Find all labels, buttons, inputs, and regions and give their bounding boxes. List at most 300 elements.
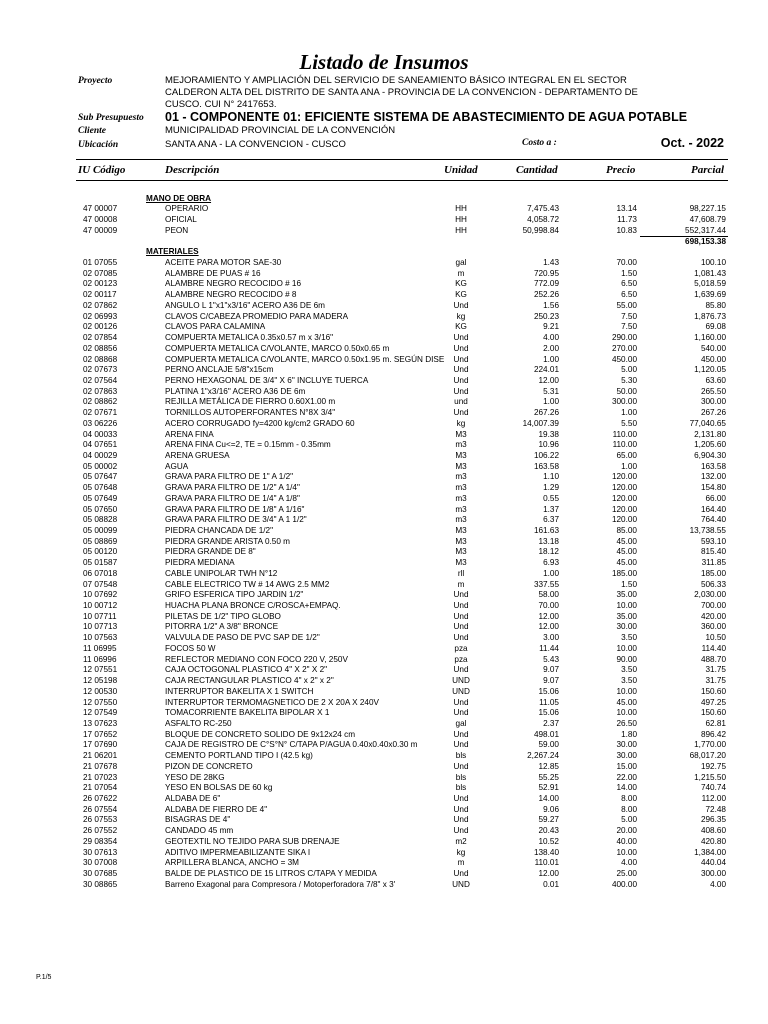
item-price: 120.00 — [611, 472, 637, 482]
item-code: 02 07862 — [83, 300, 118, 310]
table-row — [0, 440, 768, 451]
item-quantity: 12.00 — [538, 375, 559, 385]
table-row — [0, 622, 768, 633]
item-partial: 1,384.00 — [694, 847, 726, 857]
item-price: 85.00 — [616, 526, 637, 535]
item-description: ARENA FINA Cu<=2, TE = 0.15mm - 0.35mm — [165, 440, 331, 450]
item-price: 3.50 — [621, 665, 637, 675]
table-row — [0, 590, 768, 601]
item-price: 90.00 — [616, 654, 637, 664]
item-quantity: 12.00 — [538, 869, 559, 878]
item-unit: m — [457, 268, 465, 278]
item-partial: 72.48 — [705, 804, 726, 814]
item-code: 02 00117 — [83, 290, 117, 300]
item-code: 47 00007 — [83, 204, 118, 214]
table-row — [0, 815, 768, 826]
table-row — [0, 708, 768, 719]
item-code: 21 07023 — [83, 772, 118, 782]
item-unit: kg — [456, 418, 466, 428]
item-unit: bls — [455, 772, 467, 782]
item-partial: 68,017.20 — [689, 751, 726, 761]
item-partial: 1,120.05 — [694, 365, 726, 375]
item-quantity: 10.96 — [538, 440, 559, 450]
item-unit: Und — [453, 740, 469, 750]
item-quantity: 70.00 — [538, 601, 559, 611]
item-price: 10.00 — [616, 601, 637, 611]
item-unit: Und — [453, 729, 469, 739]
item-unit: Und — [453, 590, 469, 600]
item-unit: HH — [455, 204, 467, 214]
item-code: 05 07650 — [83, 504, 118, 514]
item-partial: 1,770.00 — [694, 740, 726, 750]
item-price: 450.00 — [611, 354, 637, 364]
item-partial: 420.00 — [700, 611, 726, 621]
item-description: GEOTEXTIL NO TEJIDO PARA SUB DRENAJE — [165, 836, 340, 846]
item-quantity: 10.52 — [538, 836, 559, 846]
item-description: PIZON DE CONCRETO — [165, 761, 253, 771]
item-description: YESO DE 28KG — [165, 772, 225, 782]
item-description: OFICIAL — [165, 215, 197, 225]
item-partial: 2,131.80 — [694, 429, 726, 439]
item-unit: M3 — [455, 558, 467, 568]
item-partial: 6,904.30 — [694, 450, 726, 460]
table-row — [0, 215, 768, 226]
costo-value: Oct. - 2022 — [660, 136, 724, 150]
item-quantity: 59.00 — [538, 740, 559, 750]
item-quantity: 59.27 — [538, 815, 559, 825]
spacer-row — [0, 183, 768, 194]
item-code: 02 07863 — [83, 386, 118, 396]
item-unit: Und — [453, 601, 469, 611]
item-unit: pza — [454, 643, 468, 653]
item-quantity: 52.91 — [538, 783, 559, 793]
item-price: 5.30 — [621, 375, 637, 385]
item-description: PIEDRA GRANDE DE 8" — [165, 547, 256, 557]
item-description: ALDABA DE FIERRO DE 4" — [165, 804, 268, 814]
item-partial: 2,030.00 — [694, 590, 726, 600]
item-price: 3.50 — [621, 676, 637, 686]
item-quantity: 4,058.72 — [527, 215, 559, 225]
table-row — [0, 858, 768, 869]
item-partial: 5,018.59 — [694, 279, 726, 289]
item-price: 1.50 — [621, 579, 637, 589]
item-description: PIEDRA GRANDE ARISTA 0.50 m — [165, 536, 290, 546]
item-price: 30.00 — [616, 740, 637, 750]
item-unit: M3 — [455, 429, 467, 439]
item-code: 02 07671 — [83, 408, 118, 418]
item-code: 04 07651 — [83, 440, 118, 450]
item-description: PERNO ANCLAJE 5/8"x15cm — [165, 365, 274, 375]
item-quantity: 772.09 — [533, 279, 559, 289]
item-code: 10 07711 — [83, 611, 117, 621]
item-unit: m3 — [455, 483, 467, 493]
table-row — [0, 751, 768, 762]
item-unit: UND — [452, 686, 470, 696]
item-unit: Und — [453, 869, 469, 878]
item-partial: 10.50 — [705, 633, 726, 643]
item-description: CAJA DE REGISTRO DE C°S°N° C/TAPA P/AGUA 0.40x0.40x0.30 m — [165, 740, 418, 750]
item-unit: m3 — [455, 504, 467, 514]
item-description: PITORRA 1/2" A 3/8" BRONCE — [165, 622, 279, 632]
item-code: 07 07548 — [83, 579, 118, 589]
item-quantity: 50,998.84 — [522, 225, 559, 235]
item-description: ARENA GRUESA — [165, 450, 230, 460]
item-unit: Und — [453, 665, 469, 675]
item-description: CEMENTO PORTLAND TIPO I (42.5 kg) — [165, 751, 313, 761]
item-description: GRAVA PARA FILTRO DE 1/2" A 1/4" — [165, 483, 300, 493]
item-unit: Und — [453, 622, 469, 632]
item-unit: M3 — [455, 547, 467, 557]
proyecto-line-3: CUSCO. CUI N° 2417653. — [165, 99, 277, 110]
item-description: PIEDRA CHANCADA DE 1/2" — [165, 526, 274, 535]
table-row — [0, 826, 768, 837]
item-description: ALAMBRE NEGRO RECOCIDO # 8 — [165, 290, 297, 300]
item-price: 120.00 — [611, 515, 637, 525]
subtotal-row — [0, 237, 768, 248]
item-unit: HH — [455, 215, 467, 225]
item-price: 45.00 — [616, 547, 637, 557]
item-partial: 815.40 — [700, 547, 726, 557]
item-unit: KG — [455, 290, 467, 300]
item-quantity: 12.00 — [538, 622, 559, 632]
item-description: TOMACORRIENTE BAKELITA BIPOLAR X 1 — [165, 708, 330, 718]
item-unit: Und — [453, 365, 469, 375]
item-price: 65.00 — [616, 450, 637, 460]
table-row — [0, 408, 768, 419]
item-partial: 497.25 — [700, 697, 726, 707]
item-price: 3.50 — [621, 633, 637, 643]
item-code: 13 07623 — [83, 718, 118, 728]
item-partial: 112.00 — [701, 793, 726, 803]
item-quantity: 106.22 — [533, 450, 559, 460]
column-header-unit: Unidad — [444, 164, 478, 176]
page-number: P.1/5 — [36, 974, 52, 981]
item-price: 45.00 — [616, 558, 637, 568]
item-description: GRIFO ESFERICA TIPO JARDIN 1/2" — [165, 590, 304, 600]
item-quantity: 14.00 — [538, 793, 559, 803]
item-price: 35.00 — [616, 611, 637, 621]
item-price: 45.00 — [616, 697, 637, 707]
item-partial: 31.75 — [705, 665, 726, 675]
subtotal-value: 698,153.38 — [685, 236, 726, 246]
item-price: 7.50 — [621, 311, 637, 321]
item-partial: 450.00 — [700, 354, 726, 364]
item-code: 12 07551 — [83, 665, 118, 675]
item-description: CABLE ELECTRICO TW # 14 AWG 2.5 MM2 — [165, 579, 330, 589]
item-description: PERNO HEXAGONAL DE 3/4" X 6" INCLUYE TUERCA — [165, 375, 369, 385]
item-code: 17 07690 — [83, 740, 118, 750]
item-description: GRAVA PARA FILTRO DE 1/4" A 1/8" — [165, 493, 300, 503]
ubicacion-label: Ubicación — [78, 140, 119, 150]
item-unit: bls — [455, 751, 467, 761]
item-price: 30.00 — [616, 622, 637, 632]
item-description: COMPUERTA METALICA C/VOLANTE, MARCO 0.50x0.65 m — [165, 343, 390, 353]
item-unit: rll — [457, 568, 465, 578]
item-partial: 31.75 — [705, 676, 726, 686]
item-price: 22.00 — [616, 772, 637, 782]
item-partial: 265.50 — [700, 386, 726, 396]
item-code: 03 06226 — [83, 418, 118, 428]
item-code: 10 07713 — [83, 622, 118, 632]
item-partial: 300.00 — [700, 869, 726, 878]
item-quantity: 12.85 — [538, 761, 559, 771]
item-code: 05 07647 — [83, 472, 118, 482]
item-code: 47 00009 — [83, 225, 118, 235]
item-unit: gal — [455, 258, 467, 268]
table-row — [0, 376, 768, 387]
item-code: 26 07554 — [83, 804, 118, 814]
item-quantity: 1.10 — [543, 472, 559, 482]
item-price: 5.50 — [621, 418, 637, 428]
header-rule-bottom — [76, 180, 728, 181]
item-unit: M3 — [455, 450, 467, 460]
item-code: 12 07549 — [83, 708, 118, 718]
item-partial: 98,227.15 — [689, 204, 726, 214]
item-description: YESO EN BOLSAS DE 60 kg — [165, 783, 273, 793]
item-partial: 163.58 — [700, 461, 726, 471]
item-price: 15.00 — [616, 761, 637, 771]
item-description: PIEDRA MEDIANA — [165, 558, 235, 568]
item-code: 12 07550 — [83, 697, 118, 707]
item-quantity: 0.01 — [543, 879, 559, 889]
item-price: 5.00 — [621, 815, 637, 825]
item-unit: kg — [456, 847, 466, 857]
table-row — [0, 601, 768, 612]
item-description: CABLE UNIPOLAR TWH N°12 — [165, 568, 278, 578]
item-quantity: 250.23 — [533, 311, 559, 321]
sub-presupuesto-label: Sub Presupuesto — [78, 113, 144, 123]
item-partial: 1,205.60 — [694, 440, 726, 450]
item-quantity: 163.58 — [533, 461, 559, 471]
item-unit: Und — [453, 408, 469, 418]
item-description: TORNILLOS AUTOPERFORANTES N°8X 3/4" — [165, 408, 336, 418]
item-unit: Und — [453, 300, 469, 310]
item-description: ACERO CORRUGADO fy=4200 kg/cm2 GRADO 60 — [165, 418, 355, 428]
item-partial: 85.80 — [705, 300, 726, 310]
item-partial: 296.35 — [700, 815, 726, 825]
item-unit: M3 — [455, 526, 467, 535]
table-row — [0, 226, 768, 237]
item-price: 10.00 — [616, 847, 637, 857]
item-code: 05 00099 — [83, 526, 118, 535]
table-row — [0, 612, 768, 623]
item-price: 30.00 — [616, 751, 637, 761]
item-price: 13.14 — [616, 204, 637, 214]
item-price: 1.00 — [621, 408, 637, 418]
table-row — [0, 397, 768, 408]
table-row — [0, 290, 768, 301]
table-row — [0, 279, 768, 290]
item-description: GRAVA PARA FILTRO DE 1" A 1/2" — [165, 472, 294, 482]
table-row — [0, 687, 768, 698]
item-price: 5.00 — [621, 365, 637, 375]
item-unit: Und — [453, 761, 469, 771]
item-partial: 13,738.55 — [689, 526, 726, 535]
table-row — [0, 462, 768, 473]
table-row — [0, 569, 768, 580]
item-quantity: 498.01 — [533, 729, 559, 739]
item-quantity: 4.00 — [543, 333, 559, 343]
table-row — [0, 762, 768, 773]
item-quantity: 267.26 — [533, 408, 559, 418]
item-description: Barreno Exagonal para Compresora / Motoperforadora 7/8" x 3' — [165, 879, 396, 889]
costo-label: Costo a : — [522, 138, 557, 148]
item-price: 400.00 — [611, 879, 637, 889]
table-row — [0, 322, 768, 333]
item-code: 11 06995 — [83, 643, 117, 653]
item-code: 02 07085 — [83, 268, 118, 278]
item-unit: kg — [456, 311, 466, 321]
item-partial: 47,608.79 — [689, 215, 726, 225]
item-code: 02 07673 — [83, 365, 118, 375]
item-price: 6.50 — [621, 290, 637, 300]
section-header — [0, 194, 768, 205]
item-code: 26 07622 — [83, 793, 118, 803]
item-unit: pza — [454, 654, 468, 664]
item-price: 20.00 — [616, 826, 637, 836]
item-quantity: 0.55 — [543, 493, 559, 503]
item-quantity: 1.56 — [543, 300, 559, 310]
item-price: 26.50 — [616, 718, 637, 728]
item-price: 8.00 — [621, 793, 637, 803]
item-partial: 552,317.44 — [685, 225, 726, 235]
item-unit: Und — [453, 804, 469, 814]
item-quantity: 2.37 — [543, 718, 559, 728]
item-quantity: 720.95 — [533, 268, 559, 278]
cliente-value: MUNICIPALIDAD PROVINCIAL DE LA CONVENCIÓN — [165, 125, 396, 136]
item-code: 26 07552 — [83, 826, 118, 836]
item-quantity: 5.31 — [543, 386, 559, 396]
item-quantity: 11.44 — [539, 643, 559, 653]
item-price: 1.00 — [621, 461, 637, 471]
item-quantity: 55.25 — [538, 772, 559, 782]
ubicacion-value: SANTA ANA - LA CONVENCION - CUSCO — [165, 139, 346, 150]
item-code: 26 07553 — [83, 815, 118, 825]
item-price: 7.50 — [621, 322, 637, 332]
sub-presupuesto-value: 01 - COMPONENTE 01: EFICIENTE SISTEMA DE ABASTECIMIENTO DE AGUA POTABLE — [165, 110, 688, 124]
item-description: ARPILLERA BLANCA, ANCHO = 3M — [165, 858, 300, 868]
item-description: CAJA OCTOGONAL PLASTICO 4" X 2" X 2" — [165, 665, 328, 675]
item-price: 4.00 — [621, 858, 637, 868]
item-price: 45.00 — [616, 536, 637, 546]
item-code: 30 07613 — [83, 847, 118, 857]
item-description: ACEITE PARA MOTOR SAE-30 — [165, 258, 282, 268]
item-unit: Und — [453, 386, 469, 396]
table-row — [0, 312, 768, 323]
item-description: ALAMBRE DE PUAS # 16 — [165, 268, 261, 278]
item-partial: 1,215.50 — [694, 772, 726, 782]
table-row — [0, 719, 768, 730]
item-code: 17 07652 — [83, 729, 118, 739]
item-code: 12 05198 — [83, 676, 118, 686]
item-unit: UND — [452, 879, 470, 889]
item-price: 120.00 — [611, 493, 637, 503]
item-description: PEON — [165, 225, 189, 235]
item-price: 10.00 — [616, 708, 637, 718]
item-code: 06 07018 — [83, 568, 118, 578]
item-description: ADITIVO IMPERMEABILIZANTE SIKA I — [165, 847, 311, 857]
item-partial: 150.60 — [700, 708, 726, 718]
item-price: 10.83 — [616, 225, 637, 235]
item-price: 290.00 — [611, 333, 637, 343]
table-row — [0, 387, 768, 398]
proyecto-line-2: CALDERON ALTA DEL DISTRITO DE SANTA ANA - PROVINCIA DE LA CONVENCION - DEPARTAMENTO DE — [165, 87, 638, 98]
item-partial: 1,639.69 — [694, 290, 726, 300]
item-description: REFLECTOR MEDIANO CON FOCO 220 V, 250V — [165, 654, 348, 664]
item-code: 10 07563 — [83, 633, 118, 643]
item-partial: 192.75 — [700, 761, 726, 771]
item-partial: 764.40 — [700, 515, 726, 525]
item-code: 02 07564 — [83, 375, 118, 385]
item-unit: m3 — [455, 472, 467, 482]
item-unit: Und — [453, 333, 469, 343]
item-description: BALDE DE PLASTICO DE 15 LITROS C/TAPA Y MEDIDA — [165, 869, 377, 878]
items-table — [0, 183, 768, 890]
item-unit: KG — [455, 279, 467, 289]
item-quantity: 6.37 — [543, 515, 559, 525]
item-description: COMPUERTA METALICA 0.35x0.57 m x 3/16" — [165, 333, 334, 343]
item-quantity: 138.40 — [533, 847, 559, 857]
header-rule-top — [76, 159, 728, 160]
item-description: GRAVA PARA FILTRO DE 3/4" A 1 1/2" — [165, 515, 307, 525]
item-unit: Und — [453, 611, 469, 621]
item-quantity: 252.26 — [533, 290, 559, 300]
item-code: 05 00002 — [83, 461, 118, 471]
table-row — [0, 472, 768, 483]
item-quantity: 1.00 — [543, 397, 559, 407]
item-quantity: 224.01 — [533, 365, 559, 375]
column-header-code: IU Código — [78, 164, 126, 176]
item-quantity: 3.00 — [543, 633, 559, 643]
item-price: 1.50 — [621, 268, 637, 278]
item-description: INTERRUPTOR BAKELITA X 1 SWITCH — [165, 686, 314, 696]
item-unit: Und — [453, 708, 469, 718]
item-unit: Und — [453, 826, 469, 836]
item-quantity: 6.93 — [543, 558, 559, 568]
item-code: 30 08865 — [83, 879, 118, 889]
item-code: 04 00029 — [83, 450, 118, 460]
item-description: GRAVA PARA FILTRO DE 1/8" A 1/16" — [165, 504, 305, 514]
item-partial: 4.00 — [710, 879, 726, 889]
item-quantity: 1.00 — [543, 568, 559, 578]
item-code: 12 00530 — [83, 686, 118, 696]
item-code: 29 08354 — [83, 836, 118, 846]
item-price: 300.00 — [611, 397, 637, 407]
item-quantity: 20.43 — [538, 826, 559, 836]
section-header — [0, 247, 768, 258]
item-unit: M3 — [455, 461, 467, 471]
table-row — [0, 558, 768, 569]
item-unit: Und — [453, 354, 469, 364]
table-row — [0, 644, 768, 655]
item-quantity: 1.37 — [543, 504, 559, 514]
item-price: 110.00 — [612, 429, 637, 439]
item-description: FOCOS 50 W — [165, 643, 216, 653]
item-partial: 488.70 — [700, 654, 726, 664]
item-price: 110.00 — [612, 440, 637, 450]
item-unit: Und — [453, 343, 469, 353]
item-code: 05 07648 — [83, 483, 118, 493]
table-row — [0, 547, 768, 558]
table-row — [0, 204, 768, 215]
item-code: 10 07692 — [83, 590, 118, 600]
item-code: 05 08828 — [83, 515, 118, 525]
item-partial: 132.00 — [700, 472, 726, 482]
item-price: 185.00 — [611, 568, 637, 578]
item-price: 14.00 — [616, 783, 637, 793]
item-partial: 593.10 — [700, 536, 726, 546]
item-description: PILETAS DE 1/2" TIPO GLOBO — [165, 611, 281, 621]
